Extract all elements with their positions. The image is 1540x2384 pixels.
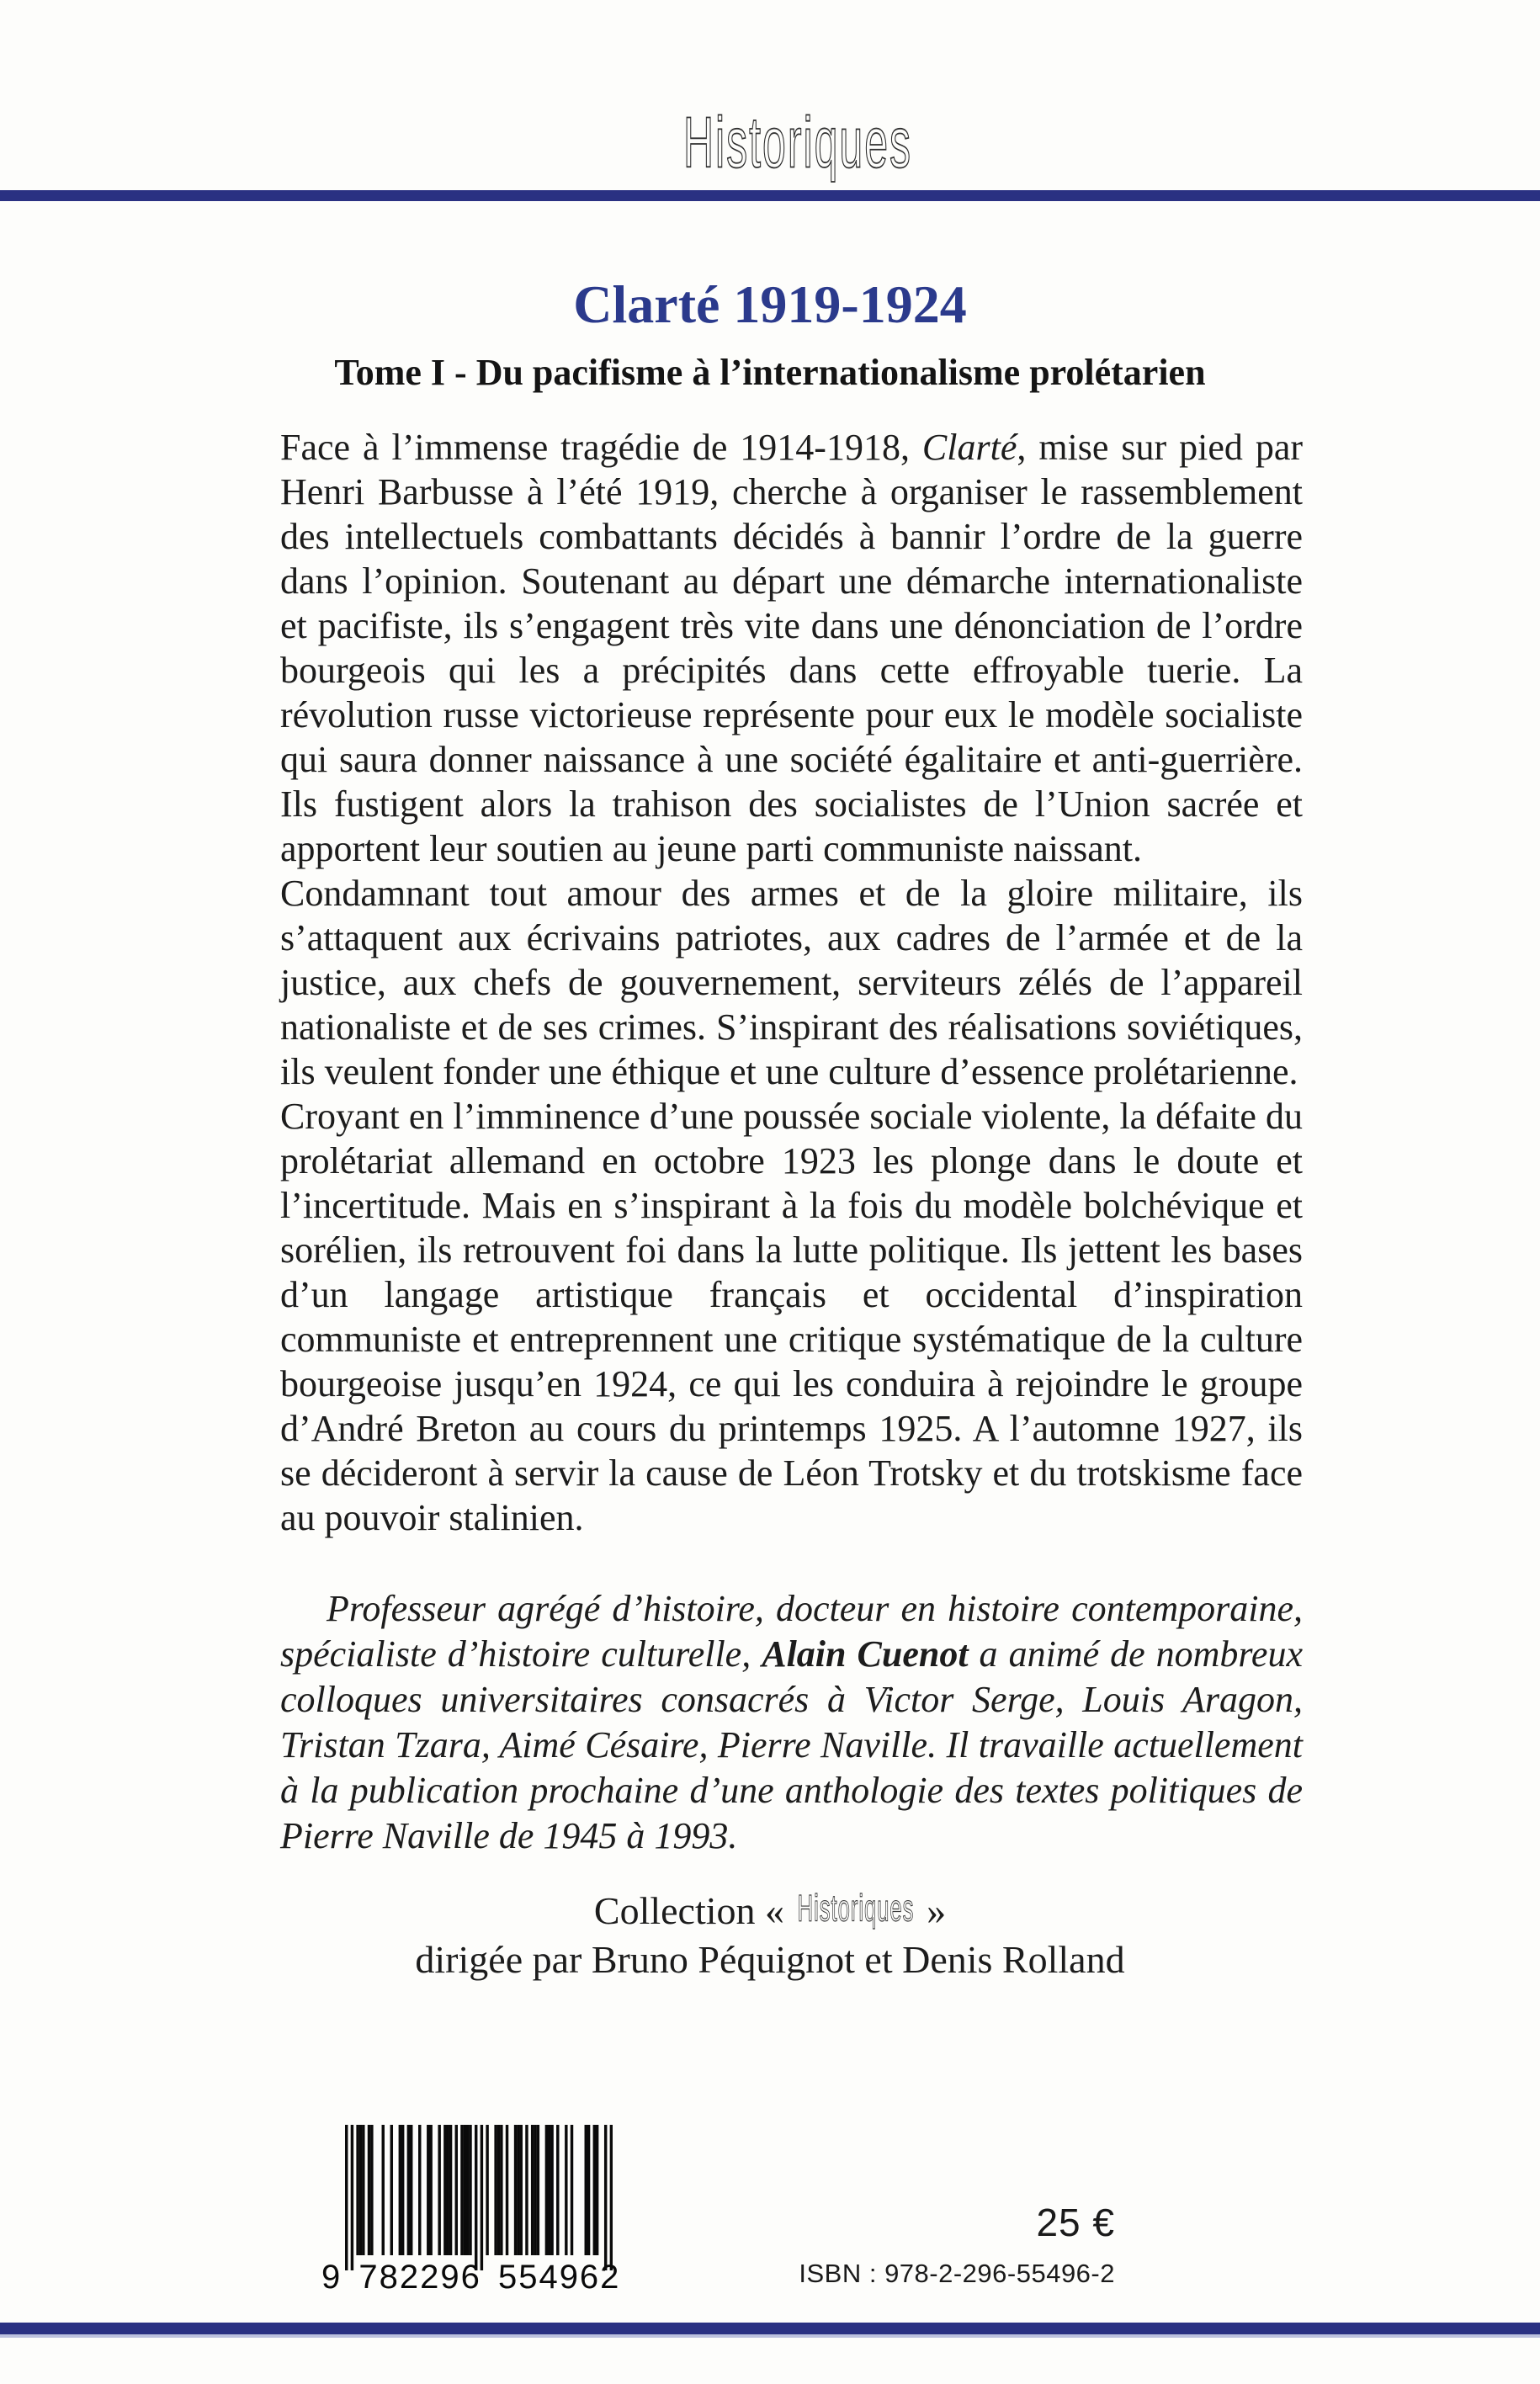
book-title: Clarté 1919-1924 bbox=[573, 274, 967, 334]
top-navy-rule bbox=[0, 190, 1540, 201]
synopsis bbox=[280, 425, 1303, 1540]
synopsis-p1-text: Face à l’immense tragédie de 1914-1918, bbox=[280, 427, 922, 468]
price: 25 € bbox=[1036, 2201, 1115, 2244]
barcode bbox=[321, 2125, 623, 2296]
author-bio-paragraph bbox=[280, 1586, 1303, 1859]
barcode-number: 9 782296 554962 bbox=[321, 2259, 621, 2296]
synopsis-paragraph-1 bbox=[280, 425, 1303, 871]
collection-prefix: Collection « bbox=[593, 1889, 794, 1932]
collection-suffix: » bbox=[916, 1889, 947, 1932]
barcode-bars bbox=[345, 2125, 613, 2272]
synopsis-p1-text-cont: , mise sur pied par Henri Barbusse à l’été 1919, cherche à organiser le rassemblement des intellectuels combattants décidés à bannir l’ordre de la guerre dans l’opinion. Soutenant au départ une démarche internationaliste et pacifiste, ils s’engagent très vite dans une dénonciation de l’ordre bourgeois qui les a précipités dans cette effroyable tuerie. La révolution russe victorieuse représente pour eux le modèle socialiste qui saura donner naissance à une société égalitaire et anti-guerrière. Ils fustigent alors la trahison des socialistes de l’Union sacrée et apportent leur soutien au jeune parti communiste naissant. bbox=[280, 427, 1303, 869]
collection-name-logo: Historiques bbox=[797, 1888, 914, 1930]
collection-line bbox=[0, 1888, 1540, 1932]
book-subtitle: Tome I - Du pacifisme à l’internationalisme prolétarien bbox=[334, 352, 1206, 393]
collection-directors: dirigée par Bruno Péquignot et Denis Rolland bbox=[415, 1938, 1125, 1981]
author-bio-text: Professeur agrégé d’histoire, docteur en histoire contemporaine, spécialiste d’histoire culturelle, bbox=[280, 1588, 1303, 1675]
synopsis-paragraph-3: Croyant en l’imminence d’une poussée sociale violente, la défaite du prolétariat allemand en octobre 1923 les plonge dans le doute et l’incertitude. Mais en s’inspirant à la fois du modèle bolchévique et sorélien, ils retrouvent foi dans la lutte politique. Ils jettent les bases d’un langage artistique français et occidental d’inspiration communiste et entreprennent une critique systématique de la culture bourgeoise jusqu’en 1924, ce qui les conduira à rejoindre le groupe d’André Breton au cours du printemps 1925. A l’automne 1927, ils se décideront à servir la cause de Léon Trotsky et du trotskisme face au pouvoir stalinien. bbox=[280, 1096, 1303, 1538]
author-bio bbox=[280, 1586, 1303, 1859]
author-bio-text-cont: a animé de nombreux colloques universitaires consacrés à Victor Serge, Louis Aragon, Tristan Tzara, Aimé Césaire, Pierre Naville. Il travaille actuellement à la publication prochaine d’une anthologie des textes politiques de Pierre Naville de 1945 à 1993. bbox=[280, 1633, 1303, 1856]
collection-logo-wrap bbox=[0, 102, 1540, 183]
author-name: Alain Cuenot bbox=[762, 1633, 969, 1675]
collection-logo-historiques: Historiques bbox=[682, 102, 913, 183]
bottom-navy-rule bbox=[0, 2323, 1540, 2338]
journal-name-italic: Clarté bbox=[921, 427, 1017, 468]
isbn: ISBN : 978-2-296-55496-2 bbox=[799, 2259, 1115, 2288]
synopsis-paragraph-2: Condamnant tout amour des armes et de la gloire militaire, ils s’attaquent aux écrivains patriotes, aux cadres de l’armée et de la justice, aux chefs de gouvernement, serviteurs zélés de l’appareil nationaliste et de ses crimes. S’inspirant des réalisations soviétiques, ils veulent fonder une éthique et une culture d’essence prolétarienne. bbox=[280, 873, 1303, 1092]
